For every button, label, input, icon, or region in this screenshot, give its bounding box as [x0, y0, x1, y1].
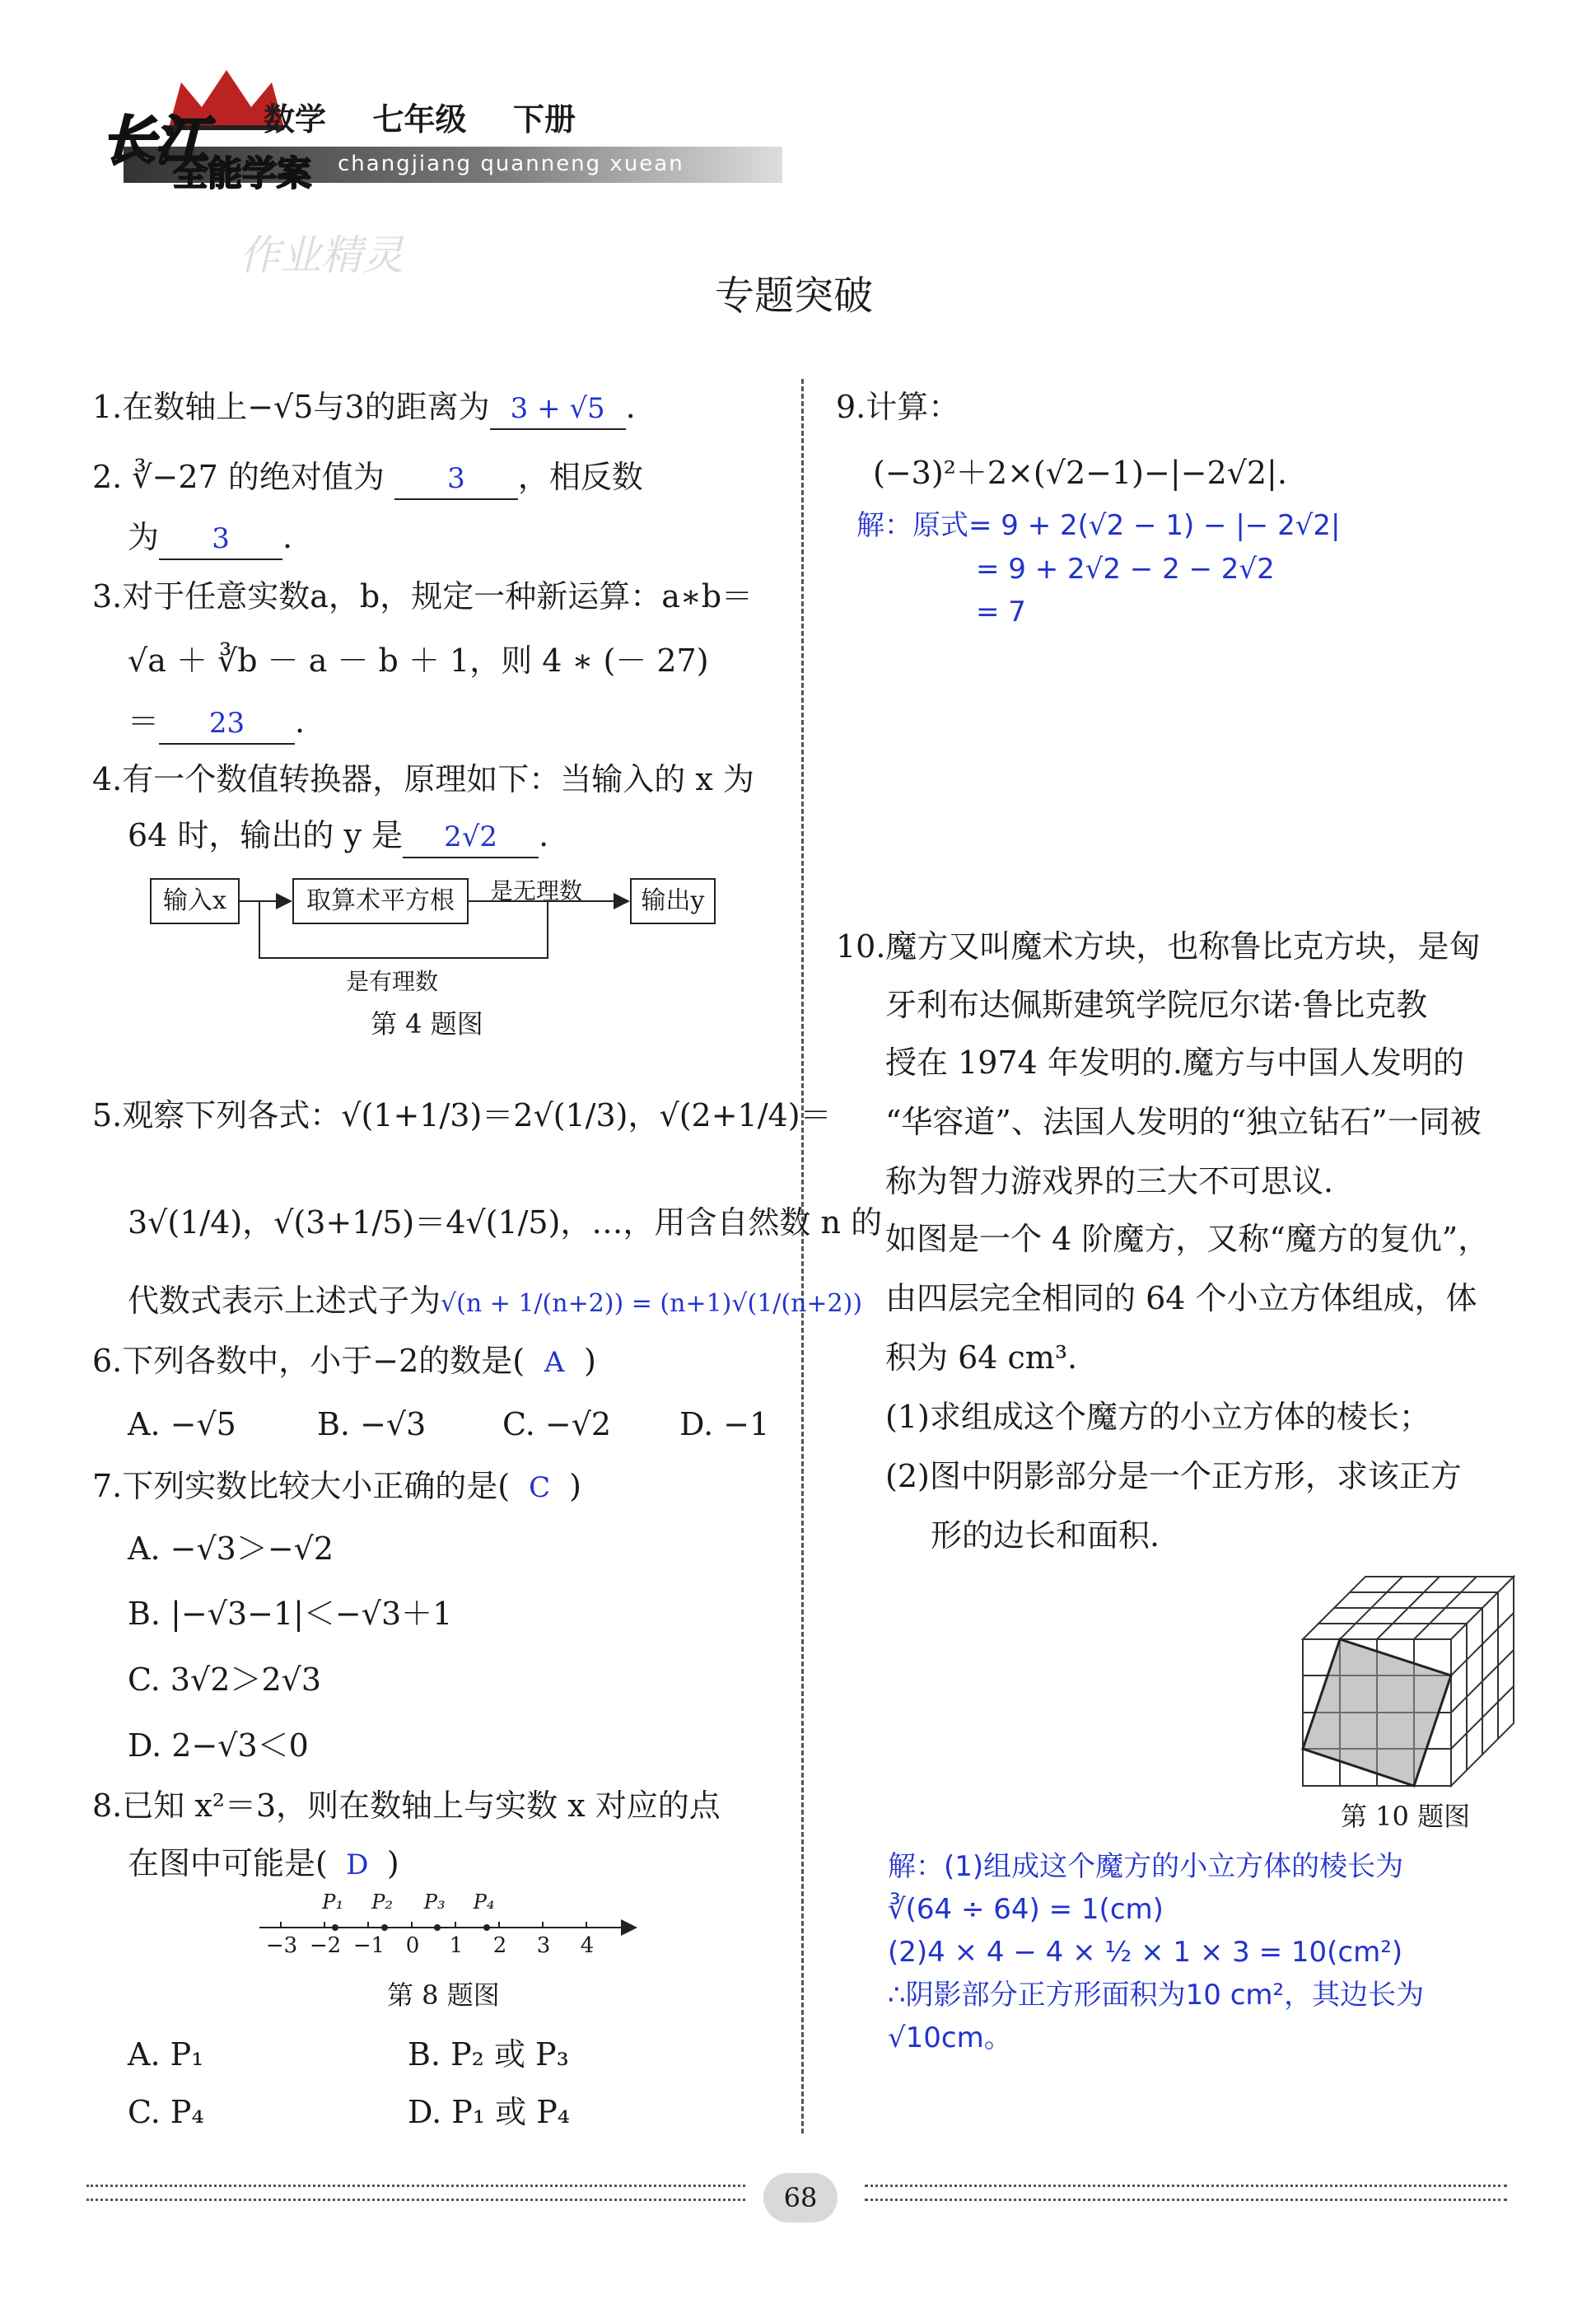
number-line-tick-label: −3 [265, 1933, 298, 1958]
q10-line4: “华容道”、法国人发明的“独立钻石”一同被 [885, 1104, 1482, 1140]
flowchart [148, 873, 716, 1005]
page-title: 专题突破 [715, 273, 874, 319]
q7-option-b: B. |−√3−1|＜−√3＋1 [128, 1596, 453, 1632]
watermark: 作业精灵 [239, 231, 404, 279]
answer-5: √(n + 1/(n+2)) = (n+1)√(1/(n+2)) [441, 1289, 863, 1318]
q10-solution-line2: ∛(64 ÷ 64) = 1(cm) [888, 1893, 1164, 1926]
q10-part2-line2: 形的边长和面积. [931, 1517, 1160, 1554]
question-5-line3: 代数式表示上述式子为√(n + 1/(n+2)) = (n+1)√(1/(n+2)) [128, 1283, 863, 1319]
question-1: 1.在数轴上−√5与3的距离为 3 + √5 . [92, 387, 636, 430]
flow-rational-label: 是有理数 [346, 968, 439, 995]
question-3-line3: ＝ 23 . [128, 702, 305, 745]
number-line-tick-label: 4 [580, 1933, 595, 1958]
footer-ornament-left [86, 2185, 745, 2201]
q6-option-c: C. −√2 [502, 1406, 612, 1442]
question-2-line1: 2. ∛−27 的绝对值为 3 ，相反数 [92, 457, 643, 500]
number-line-point-label: P₄ [473, 1890, 495, 1914]
question-8-line1: 8.已知 x²＝3，则在数轴上与实数 x 对应的点 [92, 1788, 721, 1824]
question-5-line1: 5.观察下列各式：√(1+1/3)＝2√(1/3)，√(2+1/4)＝ [92, 1097, 832, 1133]
number-line-tick [586, 1922, 587, 1928]
q10-solution-line5: √10cm。 [888, 2021, 1012, 2054]
cube-svg [1301, 1573, 1515, 1788]
number-line [255, 1890, 642, 1965]
q10-line1: 10.魔方又叫魔术方块，也称鲁比克方块，是匈 [836, 928, 1481, 965]
number-line-tick-label: −1 [352, 1933, 385, 1958]
q10-line5: 称为智力游戏界的三大不可思议. [885, 1163, 1334, 1199]
flow-input: 输入x [150, 878, 240, 924]
q10-part2-line1: (2)图中阴影部分是一个正方形，求该正方 [885, 1458, 1462, 1494]
number-line-tick-label: 3 [536, 1933, 551, 1958]
number-line-point-label: P₁ [322, 1890, 344, 1914]
q10-part1: (1)求组成这个魔方的小立方体的棱长； [885, 1399, 1430, 1435]
header-subject: 数学 [264, 101, 327, 138]
number-line-point-label: P₃ [423, 1890, 446, 1914]
logo-text: 长江 [102, 111, 208, 172]
header-volume: 下册 [512, 101, 576, 138]
number-line-tick [280, 1922, 282, 1928]
page-number-badge [763, 2173, 838, 2222]
question-3-line2: √a ＋ ∛b － a － b ＋ 1，则 4 ∗ (－ 27) [128, 643, 709, 679]
number-line-tick [324, 1922, 325, 1928]
header-pinyin: changjiang quanneng xuean [338, 152, 684, 176]
q7-option-a: A. −√3＞−√2 [128, 1531, 334, 1567]
q8-option-d: D. P₁ 或 P₄ [408, 2094, 571, 2130]
question-7: 7.下列实数比较大小正确的是( C ) [92, 1468, 581, 1504]
q6-option-a: A. −√5 [128, 1406, 236, 1442]
figure-8-caption: 第 8 题图 [387, 1979, 500, 2011]
q8-option-a: A. P₁ [128, 2036, 204, 2073]
q6-option-d: D. −1 [679, 1406, 770, 1442]
footer-ornament-right [865, 2185, 1507, 2201]
figure-10-caption: 第 10 题图 [1341, 1801, 1471, 1832]
q9-solution-line1: 解：原式= 9 + 2(√2 − 1) − |− 2√2| [856, 509, 1341, 542]
column-divider [801, 379, 804, 2133]
header-subject-line [264, 94, 576, 139]
rubiks-cube-figure [1301, 1573, 1515, 1788]
question-4-line1: 4.有一个数值转换器，原理如下：当输入的 x 为 [92, 761, 754, 797]
answer-6: A [544, 1346, 565, 1379]
number-line-tick [367, 1922, 369, 1928]
question-9-expression: (−3)²＋2×(√2−1)−|−2√2|. [873, 455, 1287, 491]
logo-subtitle: 全能学案 [173, 153, 312, 194]
q10-line7: 由四层完全相同的 64 个小立方体组成，体 [885, 1280, 1477, 1316]
flow-output: 输出y [630, 878, 716, 924]
q7-option-d: D. 2−√3＜0 [128, 1727, 309, 1764]
q10-solution-line1: 解：(1)组成这个魔方的小立方体的棱长为 [888, 1850, 1404, 1883]
question-9-stem: 9.计算： [836, 389, 960, 425]
number-line-tick-label: −2 [309, 1933, 342, 1958]
q8-option-b: B. P₂ 或 P₃ [408, 2036, 569, 2073]
number-line-tick [455, 1922, 456, 1928]
flow-process: 取算术平方根 [292, 878, 469, 924]
answer-4: 2√2 [444, 820, 498, 853]
number-line-point [483, 1924, 490, 1931]
answer-2b: 3 [212, 522, 230, 555]
question-5-line2: 3√(1/4)，√(3+1/5)＝4√(1/5)，…，用含自然数 n 的 [128, 1204, 883, 1241]
q6-option-b: B. −√3 [317, 1406, 427, 1442]
number-line-tick-label: 2 [492, 1933, 507, 1958]
header-grade: 七年级 [372, 101, 467, 138]
answer-1: 3 + √5 [510, 392, 605, 425]
answer-7: C [529, 1471, 551, 1504]
q9-solution-line3: = 7 [976, 596, 1026, 629]
number-line-tick-label: 0 [405, 1933, 420, 1958]
figure-4-caption: 第 4 题图 [371, 1008, 483, 1040]
number-line-tick [411, 1922, 413, 1928]
flow-irrational-label: 是无理数 [490, 877, 583, 904]
answer-8: D [346, 1848, 369, 1881]
page-number: 68 [783, 2182, 818, 2213]
q10-line6: 如图是一个 4 阶魔方，又称“魔方的复仇”， [885, 1221, 1490, 1257]
answer-3: 23 [208, 707, 245, 740]
question-6: 6.下列各数中，小于−2的数是( A ) [92, 1343, 596, 1379]
q10-line2: 牙利布达佩斯建筑学院厄尔诺·鲁比克教 [885, 987, 1428, 1023]
number-line-point-label: P₂ [371, 1890, 393, 1914]
answer-2a: 3 [447, 462, 465, 495]
q10-line8: 积为 64 cm³. [885, 1339, 1078, 1376]
q10-solution-line3: (2)4 × 4 − 4 × ½ × 1 × 3 = 10(cm²) [888, 1936, 1403, 1969]
q7-option-c: C. 3√2＞2√3 [128, 1661, 322, 1698]
number-line-point [434, 1924, 441, 1931]
question-2-line2: 为 3 . [128, 517, 292, 560]
q10-solution-line4: ∴阴影部分正方形面积为10 cm²，其边长为 [888, 1979, 1425, 2012]
question-4-line2: 64 时，输出的 y 是 2√2 . [128, 816, 548, 858]
question-3-line1: 3.对于任意实数a，b，规定一种新运算：a∗b＝ [92, 578, 754, 615]
question-8-line2: 在图中可能是( D ) [128, 1845, 399, 1881]
number-line-tick [498, 1922, 500, 1928]
q9-solution-line2: = 9 + 2√2 − 2 − 2√2 [976, 553, 1275, 586]
q8-option-c: C. P₄ [128, 2094, 204, 2130]
number-line-tick [542, 1922, 544, 1928]
q10-line3: 授在 1974 年发明的.魔方与中国人发明的 [885, 1045, 1464, 1081]
number-line-tick-label: 1 [449, 1933, 464, 1958]
header [91, 49, 700, 198]
